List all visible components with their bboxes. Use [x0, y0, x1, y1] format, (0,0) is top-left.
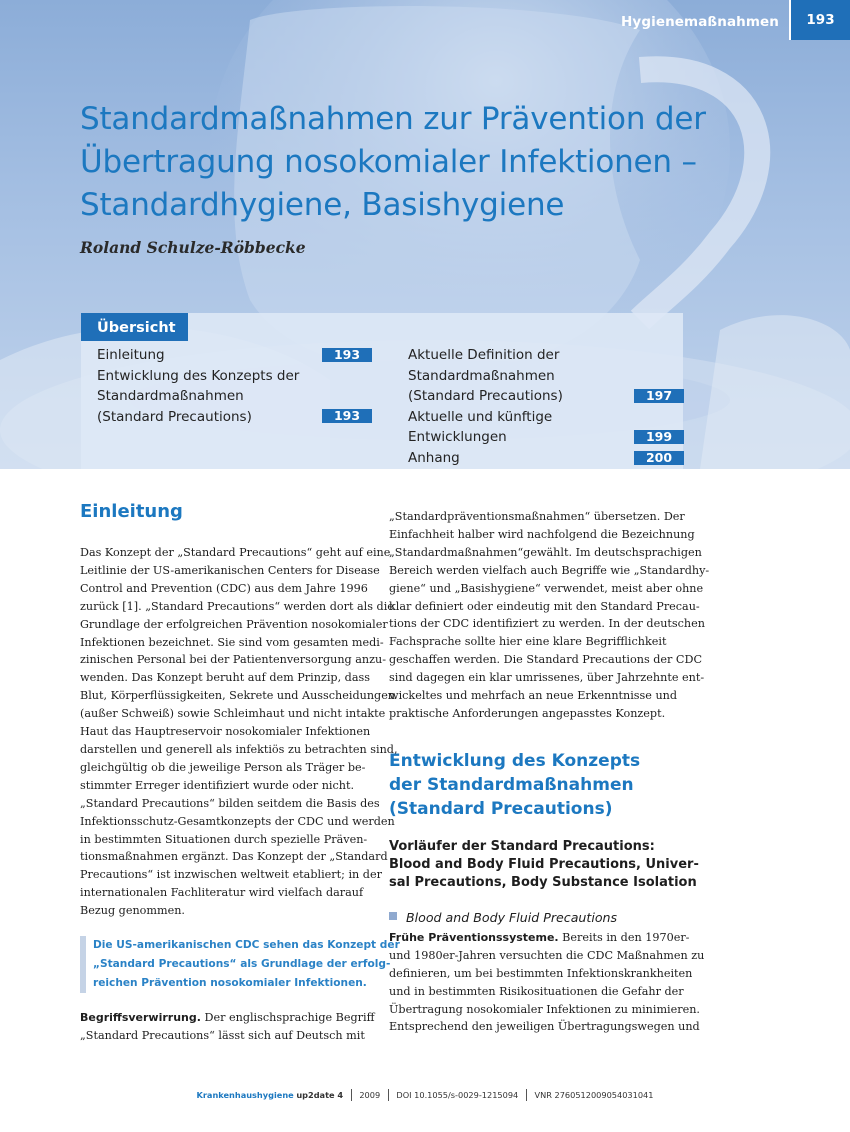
text-line: Blut, Körperflüssigkeiten, Sekrete und Ausscheidungen — [80, 689, 396, 703]
toc-page-number[interactable]: 193 — [322, 409, 372, 423]
text-line: (außer Schweiß) sowie Schleimhaut und nicht intakte — [80, 707, 386, 721]
text-line: Grundlage der erfolgreichen Prävention nosokomialer — [80, 617, 388, 631]
text-line: Bezug genommen. — [80, 904, 185, 918]
toc-page-number[interactable]: 197 — [634, 389, 684, 403]
toc-entry-label: Entwicklungen — [408, 429, 507, 446]
footer-vnr: VNR 2760512009054031041 — [534, 1090, 654, 1100]
left-column — [80, 500, 400, 1045]
toc-entry-label: (Standard Precautions) — [97, 408, 252, 425]
square-bullet-icon — [389, 912, 397, 920]
section-heading-einleitung: Einleitung — [80, 501, 183, 522]
text-line: Control and Prevention (CDC) aus dem Jahre 1996 — [80, 581, 368, 595]
section-heading-entwicklung — [389, 749, 684, 821]
intro-paragraph — [80, 544, 398, 920]
terminology-paragraph — [80, 1009, 375, 1045]
early-systems-paragraph — [389, 929, 705, 1036]
text-line: gleichgültig ob die jeweilige Person als Träger be- — [80, 760, 366, 774]
text-line: Das Konzept der „Standard Precautions“ geht auf eine — [80, 546, 391, 559]
text-line: „Standardmaßnahmen“gewählt. Im deutschsprachigen — [389, 545, 702, 559]
toc-entry-label: Einleitung — [97, 347, 165, 363]
title-line: Übertragung nosokomialer Infektionen – — [80, 144, 697, 180]
heading-line: Entwicklung des Konzepts — [389, 750, 641, 771]
text-line: praktische Anforderungen angepasstes Konzept. — [389, 706, 666, 720]
toc-entry-label: Standardmaßnahmen — [408, 367, 555, 384]
title-line: Standardmaßnahmen zur Prävention der — [80, 101, 706, 137]
runin-heading: Frühe Präventionssysteme. — [389, 930, 559, 944]
heading-line: (Standard Precautions) — [389, 798, 613, 819]
footer-divider — [388, 1089, 389, 1101]
quote-line: „Standard Precautions“ als Grundlage der erfolg- — [93, 958, 391, 971]
text-line: definieren, um bei bestimmten Infektionskrankheiten — [389, 966, 693, 980]
footer-year: 2009 — [359, 1090, 381, 1100]
text-line: klar definiert oder eindeutig mit den Standard Precau- — [389, 599, 700, 613]
toc-entry-label: Anhang — [408, 450, 460, 466]
text-line: „Standardpräventionsmaßnahmen“ übersetzen. Der — [389, 510, 685, 523]
right-column — [389, 508, 710, 1036]
text-line: wickeltes und mehrfach an neue Erkenntnisse und — [389, 689, 678, 703]
subsubheading-blood-body-fluid — [389, 910, 684, 925]
page-number: 193 — [791, 0, 850, 40]
toc-page-number[interactable]: 199 — [634, 430, 684, 444]
toc-entry-entwicklungen[interactable] — [408, 407, 552, 448]
title-line: Standardhygiene, Basishygiene — [80, 187, 565, 223]
text-line: darstellen und generell als infektiös zu betrachten sind, — [80, 742, 398, 756]
text-line: Infektionen bezeichnet. Sie sind vom gesamten medi- — [80, 635, 384, 649]
toc-entry-label: (Standard Precautions) — [408, 388, 563, 405]
author-name: Roland Schulze-Röbbecke — [80, 238, 306, 257]
footer-journal: Krankenhaushygiene — [196, 1090, 294, 1100]
text-line: Einfachheit halber wird nachfolgend die Bezeichnung — [389, 527, 695, 541]
toc-entry-label: Standardmaßnahmen — [97, 388, 244, 405]
toc-entry-einleitung[interactable] — [97, 345, 165, 366]
text-line: Bereich werden vielfach auch Begriffe wie „Standardhy- — [389, 563, 710, 577]
page-footer — [0, 1089, 850, 1101]
overview-box — [81, 313, 683, 469]
subheading-vorlaeufer — [389, 838, 699, 892]
text-line: Precautions“ ist inzwischen weltweit etabliert; in der — [80, 868, 382, 882]
toc-entry-label: Aktuelle Definition der — [408, 347, 560, 363]
text-line: in bestimmten Situationen durch spezielle Präven- — [80, 832, 368, 846]
text-line: sind dagegen ein klar umrissenes, über Jahrzehnte ent- — [389, 671, 705, 685]
subheading-line: Vorläufer der Standard Precautions: — [389, 838, 655, 854]
footer-issue: up2date 4 — [296, 1090, 344, 1100]
subsubheading-text: Blood and Body Fluid Precautions — [406, 909, 618, 925]
toc-entry-definition[interactable] — [408, 345, 563, 407]
text-line: stimmter Erreger identifiziert wurde oder nicht. — [80, 778, 355, 792]
toc-entry-entwicklung[interactable] — [97, 366, 299, 428]
toc-entry-anhang[interactable] — [408, 448, 460, 469]
continued-paragraph — [389, 508, 710, 723]
text-line: geschaffen werden. Die Standard Precautions der CDC — [389, 653, 703, 667]
text-line: Entsprechend den jeweiligen Übertragungswegen und — [389, 1020, 700, 1034]
overview-heading: Übersicht — [81, 313, 188, 341]
text-line: Haut das Hauptreservoir nosokomialer Infektionen — [80, 725, 371, 739]
subheading-line: Blood and Body Fluid Precautions, Univer- — [389, 856, 699, 872]
text-line: tions der CDC identifiziert zu werden. In der deutschen — [389, 617, 705, 631]
text-line: Infektionsschutz-Gesamtkonzepts der CDC und werden — [80, 814, 395, 828]
text-line: tionsmaßnahmen ergänzt. Das Konzept der „Standard — [80, 850, 388, 864]
text-line: Leitlinie der US-amerikanischen Centers for Disease — [80, 563, 380, 577]
text-line: und in bestimmten Risikosituationen die Gefahr der — [389, 984, 684, 998]
heading-line: der Standardmaßnahmen — [389, 774, 634, 795]
toc-page-number[interactable]: 200 — [634, 451, 684, 465]
footer-divider — [351, 1089, 352, 1101]
toc-entry-label: Entwicklung des Konzepts der — [97, 367, 300, 384]
text-line: Bereits in den 1970er- — [558, 930, 690, 944]
text-line: zurück [1]. „Standard Precautions“ werden dort als die — [80, 599, 394, 613]
runin-heading: Begriffsverwirrung. — [80, 1011, 201, 1025]
text-line: „Standard Precautions“ lässt sich auf Deutsch mit — [80, 1028, 365, 1042]
footer-divider — [526, 1089, 527, 1101]
text-line: internationalen Fachliteratur wird vielfach darauf — [80, 886, 364, 900]
text-line: giene“ und „Basishygiene“ verwendet, meist aber ohne — [389, 581, 704, 595]
text-line: zinischen Personal bei der Patientenversorgung anzu- — [80, 653, 387, 667]
highlight-quote — [80, 936, 400, 993]
footer-doi[interactable]: DOI 10.1055/s-0029-1215094 — [396, 1090, 519, 1100]
text-line: Fachsprache sollte hier eine klare Begrifflichkeit — [389, 635, 667, 649]
text-line: Übertragung nosokomialer Infektionen zu minimieren. — [389, 1002, 700, 1016]
running-head-section: Hygienemaßnahmen — [621, 14, 779, 30]
text-line: Der englischsprachige Begriff — [200, 1011, 375, 1025]
subheading-line: sal Precautions, Body Substance Isolation — [389, 874, 697, 890]
text-line: wenden. Das Konzept beruht auf dem Prinzip, dass — [80, 671, 370, 685]
article-title — [80, 98, 780, 227]
toc-entry-label: Aktuelle und künftige — [408, 408, 553, 425]
text-line: „Standard Precautions“ bilden seitdem die Basis des — [80, 796, 380, 810]
text-line: und 1980er-Jahren versuchten die CDC Maßnahmen zu — [389, 948, 705, 962]
toc-page-number[interactable]: 193 — [322, 348, 372, 362]
quote-line: Die US-amerikanischen CDC sehen das Konzept der — [93, 939, 400, 952]
quote-line: reichen Prävention nosokomialer Infektionen. — [93, 977, 367, 990]
